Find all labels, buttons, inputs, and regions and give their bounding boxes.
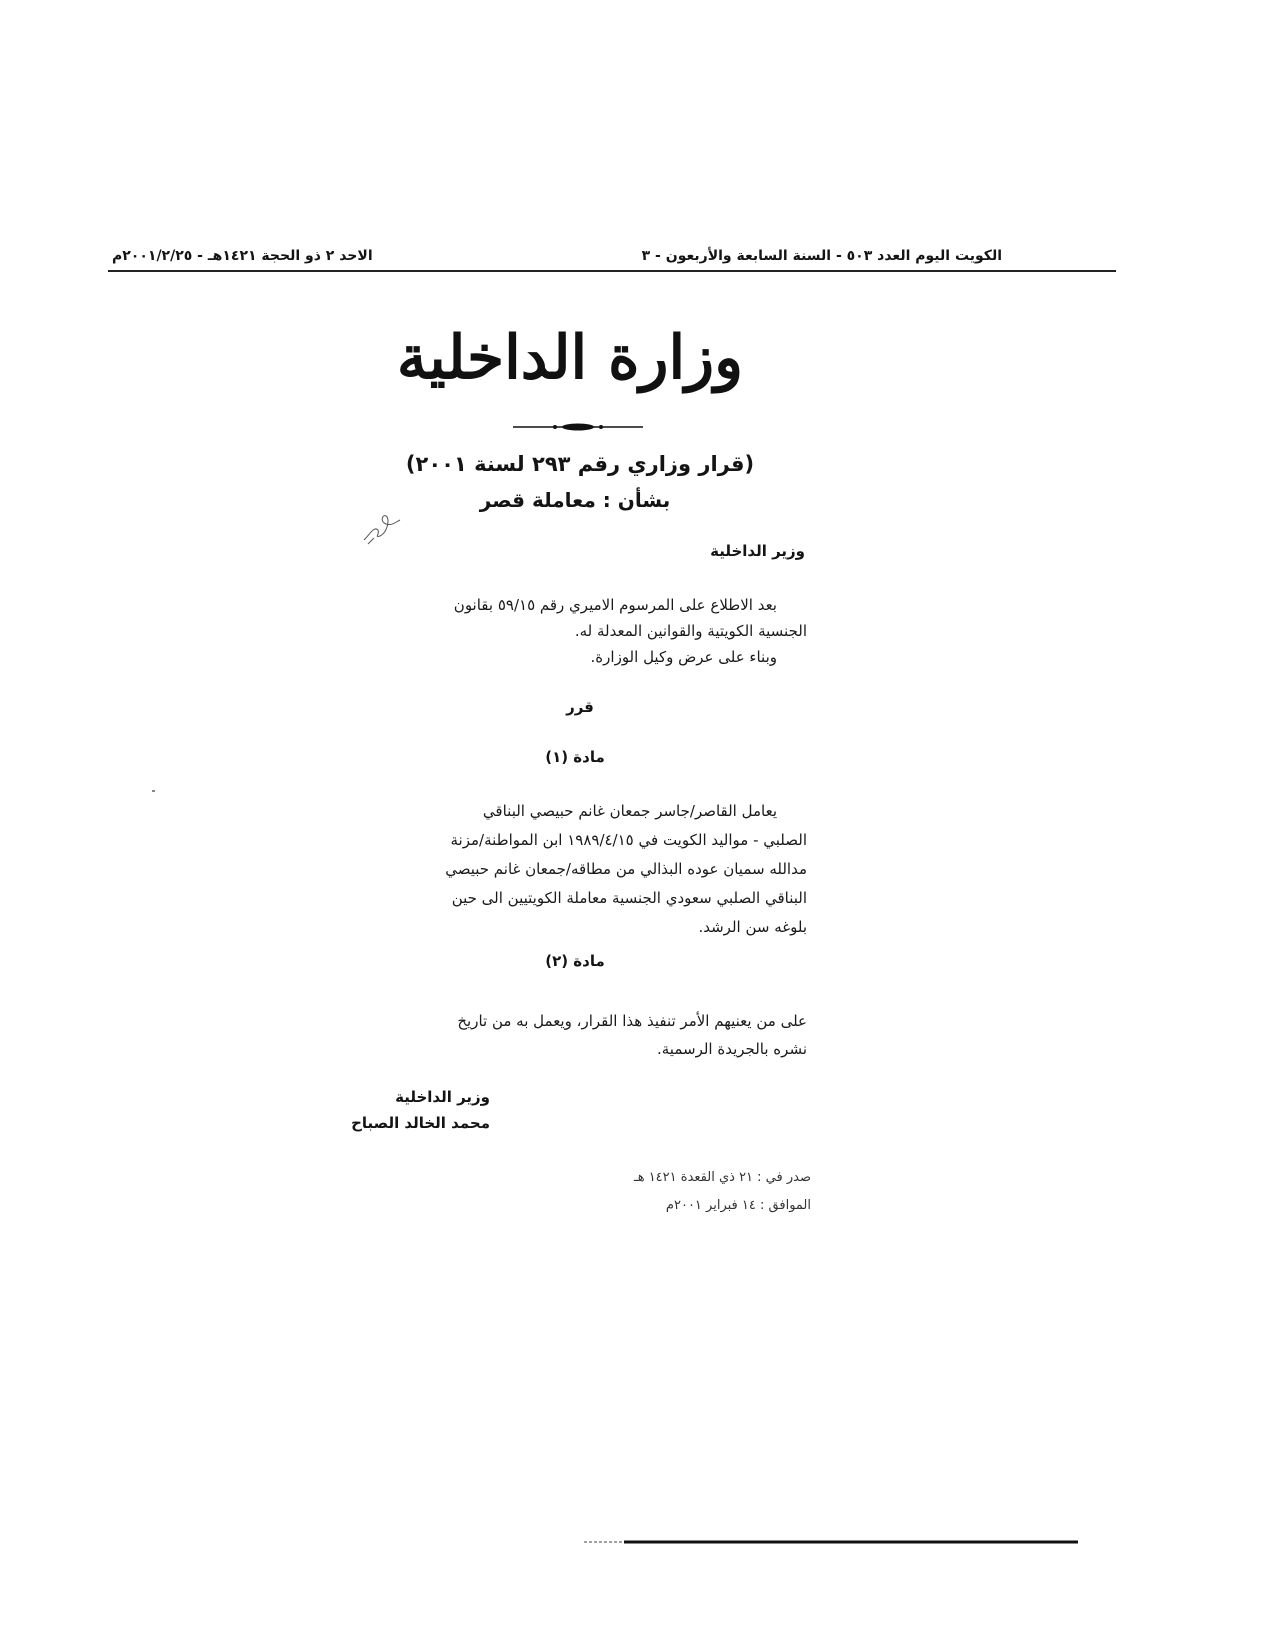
article-1-line: الصلبي - مواليد الكويت في ١٩٨٩/٤/١٥ ابن المواطنة/مزنة [450, 831, 807, 849]
article-1-text [337, 797, 807, 942]
preamble-line: بعد الاطلاع على المرسوم الاميري رقم ٥٩/١٥ بقانون [453, 596, 777, 614]
article-1-line: البناقي الصلبي سعودي الجنسية معاملة الكويتيين الى حين [451, 889, 807, 907]
decided-label: قرر [566, 698, 594, 716]
header-date: الاحد ٢ ذو الحجة ١٤٢١هـ - ٢٠٠١/٢/٢٥م [112, 248, 373, 264]
article-1-heading: مادة (١) [545, 748, 605, 766]
ornament-divider [513, 422, 643, 432]
issued-date: صدر في : ٢١ ذي القعدة ١٤٢١ هـ [633, 1170, 811, 1185]
signature-title: وزير الداخلية [395, 1088, 490, 1106]
handwritten-initials [360, 508, 405, 548]
preamble-line: وبناء على عرض وكيل الوزارة. [590, 648, 777, 666]
signature-name: محمد الخالد الصباح [351, 1114, 490, 1132]
scan-speck [152, 790, 155, 792]
gregorian-date: الموافق : ١٤ فبراير ٢٠٠١م [665, 1198, 811, 1213]
preamble-line: الجنسية الكويتية والقوانين المعدلة له. [574, 622, 807, 640]
article-1-line: بلوغه سن الرشد. [698, 918, 807, 936]
article-2-line: نشره بالجريدة الرسمية. [657, 1040, 807, 1058]
article-1-line: يعامل القاصر/جاسر جمعان غانم حبيصي البناقي [482, 802, 777, 820]
article-2-line: على من يعنيهم الأمر تنفيذ هذا القرار، ويعمل به من تاريخ [457, 1012, 807, 1030]
article-2-heading: مادة (٢) [545, 952, 605, 970]
decision-title: (قرار وزاري رقم ٢٩٣ لسنة ٢٠٠١) [405, 452, 755, 476]
article-1-line: مدالله سميان عوده البذالي من مطاقه/جمعان غانم حبيصي [445, 860, 807, 878]
footer-rule [584, 1540, 1078, 1544]
minister-heading: وزير الداخلية [710, 542, 805, 560]
header-issue-info: الكويت اليوم العدد ٥٠٣ - السنة السابعة والأربعون - ٣ [641, 248, 1002, 264]
ministry-masthead: وزارة الداخلية [396, 323, 744, 393]
preamble [337, 592, 807, 670]
article-2-text [337, 1007, 807, 1063]
decision-subject: بشأن : معاملة قصر [479, 488, 671, 512]
header-rule [108, 270, 1116, 272]
